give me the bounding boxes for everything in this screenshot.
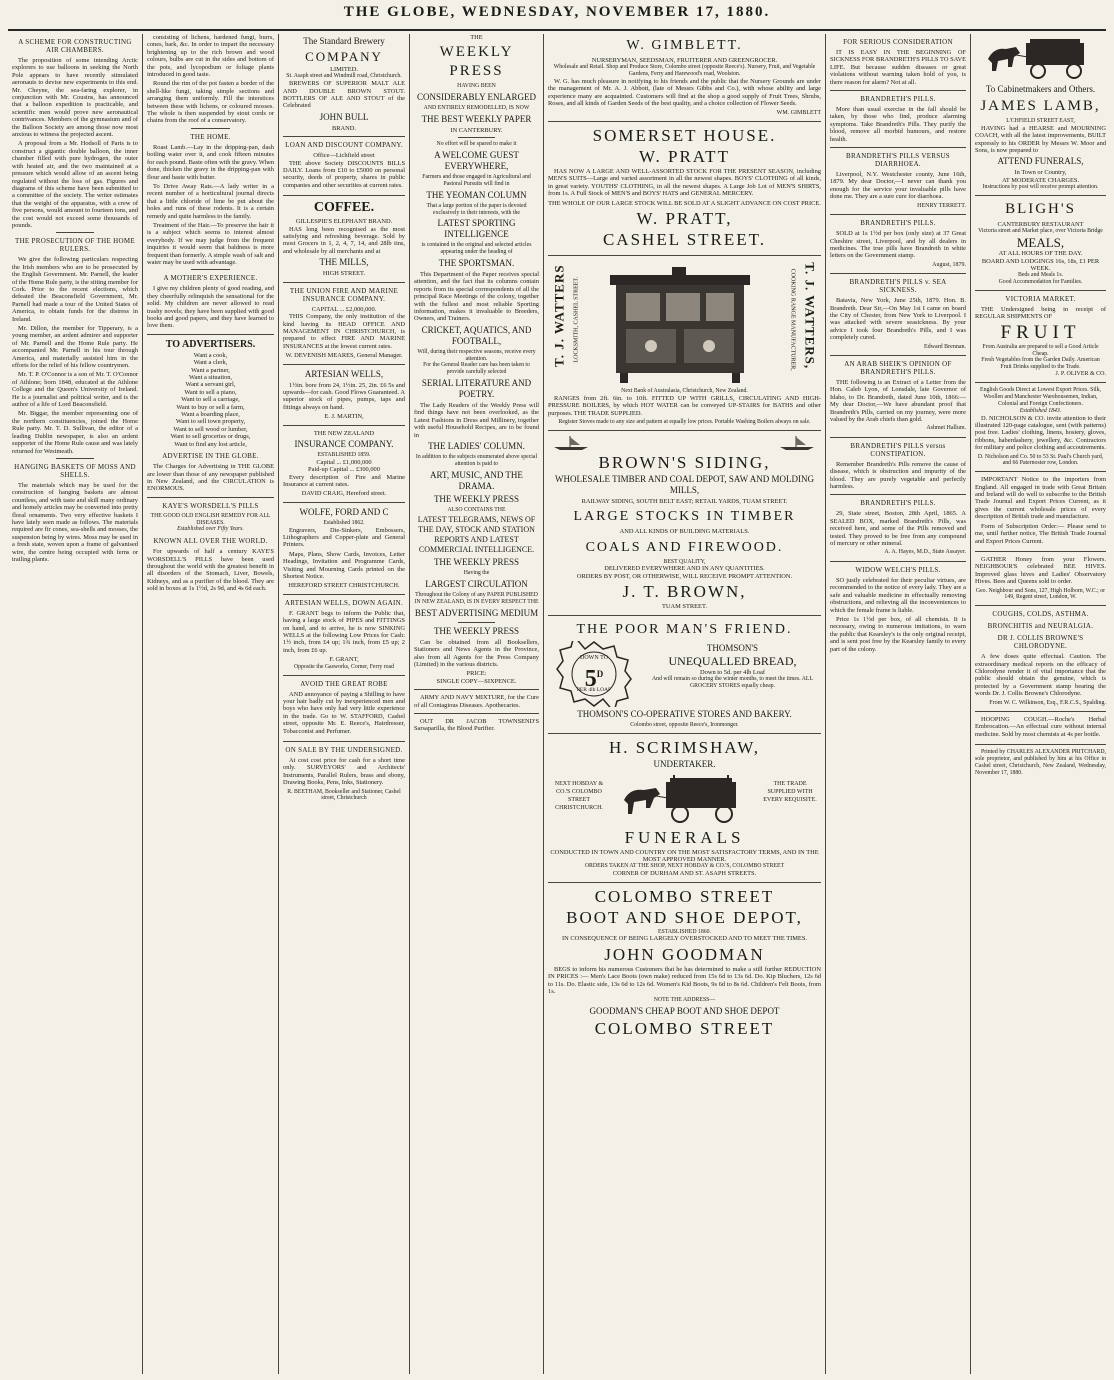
bee-hives-ad xyxy=(975,556,1106,606)
ad-signature: DAVID CRAIG, Hereford street. xyxy=(301,490,387,498)
ad-signature: Edward Brennan. xyxy=(924,343,966,350)
weekly-press-line: IN CANTERBURY. xyxy=(450,127,503,134)
ad-body: RANGES from 2ft. 6in. to 10ft. FITTED UP WITH GRILLS, CIRCULATING AND HIGH-PRESSURE BOILERS, by which HOT WATER can be conveyed UP-STAIRS for BATHS and other purposes. THE TRADE SUPPLIED. xyxy=(548,394,821,417)
ad-heading: The Standard Brewery xyxy=(303,36,385,46)
ad-signature: R. BEETHAM, Bookseller and Stationer, Cashel street, Christchurch xyxy=(287,788,401,802)
ad-body: More than usual exercise in the fall should be taken, by those who find, produce alarming symptoms. Take Brandreth's Pills. They purify the blood, remove all morbid humours, and restore health. xyxy=(830,106,966,143)
ad-title: LARGE STOCKS IN TIMBER xyxy=(573,509,796,525)
ad-title: COMPANY xyxy=(305,49,383,64)
ad-heading: BRANDRETH'S PILLS v. SEA SICKNESS. xyxy=(849,278,947,295)
ad-heading: WIDOW WELCH'S PILLS. xyxy=(855,565,941,574)
divider xyxy=(830,561,966,562)
divider xyxy=(414,689,539,690)
ad-heading: ARTESIAN WELLS, DOWN AGAIN. xyxy=(284,598,404,607)
browns-siding-ad xyxy=(548,435,821,616)
ad-subheading: NURSERYMAN, SEEDSMAN, FRUITERER AND GREENGROCER. xyxy=(591,57,778,64)
goodman-ad xyxy=(548,887,821,1039)
ad-capital: Paid-up Capital ... £300,000 xyxy=(308,466,380,474)
ad-heading: LOAN AND DISCOUNT COMPANY. xyxy=(285,141,403,150)
ad-subheading: English Goods Direct at Lowest Export Prices. Silk, Woollen and Manchester Warehousemen, Indian, Colonial and Foreign Confectioners. xyxy=(980,387,1101,408)
ad-body: THE following is an Extract of a Letter from the Hon. Caleb Lyon, of Lonsdale, late Governor of Idaho, to Dr. Brandreth, dated June 10th, 1866:— My dear Doctor,—We have abundant proof that Brandreth's Pills, carried on my journey, were more valued by the Arab chiefs than gold. xyxy=(830,378,966,423)
weekly-press-line: A WELCOME GUEST EVERYWHERE, xyxy=(434,150,519,172)
hairdresser-ad xyxy=(283,680,405,742)
ad-body: Price 1s 1½d per box, of all chemists. It is necessary, owing to numerous imitations, to warn the public that Kearsley's is the only original receipt, and is sent post free by the Kearsley family to every part of the colony. xyxy=(830,615,966,653)
divider xyxy=(830,494,966,495)
advertise-line: ADVERTISE IN THE GLOBE. xyxy=(162,452,259,461)
article-paragraph: The proposition of some intending Arctic explorers to use balloons in seeking the North Pole appears to have recently stimulated aeronauts to devise new experiments to this end. Mr. Cheyne, the sea-faring explorer, in conjunction with Mr. Cousins, has announced that a balloon expedition is practicable, and scientific men would prove new aeronautical contrivances. Members of the gymnasium and of the Balloon Society are among those now most anxious to witness the projected ascent. xyxy=(12,57,138,139)
ad-heading: COUGHS, COLDS, ASTHMA. xyxy=(992,610,1089,619)
ad-body: THE Undersigned being in receipt of REGULAR SHIPMENTS OF xyxy=(975,306,1106,321)
ad-title: INSURANCE COMPANY. xyxy=(294,438,394,449)
ad-signature: A. A. Hayes, M.D., State Assayer. xyxy=(884,549,966,556)
article-heading: A SCHEME FOR CONSTRUCTING AIR CHAMBERS. xyxy=(18,38,132,54)
ad-heading: AVOID THE GREAT ROBE xyxy=(300,679,388,688)
weekly-press-line: Throughout the Colony of any PAPER PUBLISHED IN NEW ZEALAND, IS IN EVERY RESPECT THE xyxy=(414,592,539,606)
article-paragraph: A proposal from a Mr. Hodsoll of Paris is to construct a gigantic double balloon, the inner chamber filled with pure hydrogen, the outer with heated air, and the two maintained at a pressure which would allow of an ascent being regulated without the loss of gas. Figures and diagrams of this scheme have been submitted to a committee of the society. The writer estimates that the weight of the apparatus, with a crew of five persons, would amount to fourteen tons, and the cost would not exceed some thousands of pounds. xyxy=(12,140,138,229)
ad-title: FRUIT xyxy=(1000,321,1081,343)
ad-title: JOHN BULL xyxy=(319,111,369,122)
ad-title: FUNERALS xyxy=(624,827,745,847)
article-paragraph: Mr. T. P. O'Connor is a son of Mr. T. O'Connor of Athlone; born 1848, educated at the Athlone College and the Queen's University of Ireland. He is a journalist and political writer, and is the author of a life of Lord Beaconsfield. xyxy=(12,371,138,409)
article-heading: THE PROSECUTION OF THE HOME RULERS. xyxy=(15,237,135,254)
weekly-press-line: THE WEEKLY PRESS xyxy=(433,493,520,504)
want-item: Want a situation, xyxy=(189,374,232,382)
weekly-press-line: Can be obtained from all Booksellers, Stationers and News Agents in the Province, also from all Agents for the Press Company (Limited) in the various districts. xyxy=(414,638,539,669)
weekly-press-line: ART, MUSIC, AND THE DRAMA. xyxy=(430,469,523,491)
ad-address: L'CHFIELD STREET EAST, xyxy=(1006,118,1075,124)
article-heading: THE HOME. xyxy=(190,132,231,141)
article-paragraph: To Drive Away Rats.—A lady writer in a recent number of a horticultural journal directs that a little chloride of lime be put about the holes and runs of these rodents. It is a certain remedy and quite harmless to the family. xyxy=(147,182,274,220)
weekly-press-line: THE LADIES' COLUMN. xyxy=(428,441,525,452)
divider xyxy=(191,128,229,129)
divider xyxy=(830,214,966,215)
ad-body: Maps, Plans, Show Cards, Invoices, Letter Headings, Invitation and Programme Cards, Visiting and Mourning Cards printed on the Shortest Notice. xyxy=(283,550,405,581)
wolfe-ford-ad xyxy=(283,507,405,595)
divider xyxy=(830,147,966,148)
stamp-price: $5^D$ xyxy=(584,665,604,692)
instruments-ad xyxy=(283,746,405,802)
ad-title: W. PRATT, xyxy=(636,209,733,229)
weekly-press-line: LATEST TELEGRAMS, NEWS OF THE DAY, STOCK AND STATION REPORTS AND LATEST COMMERCIAL INTELLIGENCE. xyxy=(417,515,536,555)
ad-title: H. SCRIMSHAW, xyxy=(608,737,761,757)
divider xyxy=(458,622,496,623)
ad-body: Engravers, Die-Sinkers, Embossers, Lithographers and Copper-plate and General Printers. xyxy=(283,526,405,549)
ad-subheading: LIMITED. xyxy=(330,66,358,73)
ad-signature: From W. C. Wilkinson, Esq., F.R.C.S., Spalding. xyxy=(989,699,1106,706)
ad-title: SOMERSET HOUSE. xyxy=(592,126,777,146)
weekly-press-line: Having the xyxy=(463,570,490,577)
ad-body: IMPORTANT Notice to the importers from England. All engaged in trade with Great Britain and Ireland will do well to subscribe to the British Trade Journal and Export Prices Current, as it gives the current wholesale prices of every description of British trade and manufacture. xyxy=(975,476,1106,521)
chlorodyne-ad xyxy=(975,610,1106,712)
want-item: Want to sell town property, xyxy=(175,418,246,426)
hearse-illustration xyxy=(620,774,750,824)
ad-signature: WM. GIMBLETT xyxy=(776,109,821,116)
ad-capital: Capital ... £1,000,000 xyxy=(316,458,372,466)
ad-subheading: Fresh Vegetables from the Garden Daily. American Fruit Drinks supplied to the Trade. xyxy=(981,357,1100,371)
ad-heading: ON SALE BY THE UNDERSIGNED. xyxy=(285,745,403,754)
ad-body: OUT DR JACOB TOWNSEND'S Sarsaparilla, the Blood Purifier. xyxy=(414,718,539,733)
ad-signature: HENRY TERRETT. xyxy=(917,202,966,209)
ad-title: THOMSON'S CO-OPERATIVE STORES AND BAKERY. xyxy=(577,708,792,719)
ad-capital: CAPITAL ... £2,000,000. xyxy=(311,305,377,313)
weekly-press-title: WEEKLY PRESS xyxy=(439,44,514,80)
ad-subheading: GILLESPIE'S ELEPHANT BRAND. xyxy=(295,218,393,226)
ad-title: THE MILLS, xyxy=(319,257,369,268)
ad-heading: BRANDRETH'S PILLS VERSUS DIARRHOEA. xyxy=(845,152,951,169)
coffee-ad xyxy=(283,200,405,282)
column-7 xyxy=(971,34,1110,1374)
divider xyxy=(56,232,94,233)
ad-body: 29, State street, Boston, 28th April, 1865. A SEALED BOX, marked Brandreth's Pills, was received here, and some of the Pills removed and tested. They proved to be free from any compound of mercury or other mineral. xyxy=(830,510,966,548)
watters-ad xyxy=(548,260,821,431)
ad-title: MEALS, xyxy=(1016,235,1065,251)
ad-note: THE TRADE SUPPLIED WITH EVERY REQUISITE. xyxy=(763,780,817,803)
blighs-ad xyxy=(975,200,1106,291)
article-paragraph: Mr. Dillon, the member for Tipperary, is a young member, an ardent admirer and supporter of Mr. Parnell and the Home Rule party. He accompanied Mr. Parnell in his tour through America, and materially assisted him in the efforts for the relief of his fellow countrymen. xyxy=(12,325,138,370)
ad-title: JOHN GOODMAN xyxy=(604,944,765,964)
weekly-press-line: This Department of the Paper receives special attention, and the fact that its columns contain reports from its special correspondents of all the principal Race Meetings of the colony, together with the fullest and most reliable Sporting information, makes it invaluable to Breeders, Owners, and Trainers. xyxy=(414,270,539,323)
divider xyxy=(830,90,966,91)
ad-signature: F. GRANT, xyxy=(329,656,359,664)
ad-title: COLOMBO STREET xyxy=(594,1019,775,1039)
ad-body: W. G. has much pleasure in notifying to his friends and the public that the Nursery Grounds are under the management of Mr. A. J. Abbott, (late of Messrs Gibbs and Co.), with whose ability and large experience many are acquainted. Customers will find at the shop a good supply of Fruit Trees, Shrubs, Roses, and all kinds of Garden Seeds of the best quality, and a choice collection of Flower Seeds. xyxy=(548,78,821,108)
nz-insurance-ad xyxy=(283,430,405,503)
ad-subheading: ORDERS BY POST, OR OTHERWISE, WILL RECEIVE PROMPT ATTENTION. xyxy=(576,572,793,580)
ad-title: JAMES LAMB, xyxy=(980,98,1101,114)
ad-note: Instructions by post will receive prompt attention. xyxy=(982,184,1099,191)
ad-heading: BRANDRETH'S PILLS versus CONSTIPATION. xyxy=(850,441,946,458)
weekly-press-line: THE WEEKLY PRESS xyxy=(433,557,520,568)
ad-address: Victoria street and Market place, over Victoria Bridge xyxy=(978,228,1103,235)
weekly-press-line: SINGLE COPY—SIXPENCE. xyxy=(436,677,517,685)
article-paragraph: Roast Lamb.—Lay in the dripping-pan, dash boiling water over it, and cook fifteen minutes for each pound. Baste often with the gravy. When done, thicken the gravy in the dripping-pan with flour and baste with butter. xyxy=(147,143,274,181)
vertical-title xyxy=(548,260,570,388)
article-paragraph: I give my children plenty of good reading, and they cheerfully relinquish the sensational for the solid. My children are never allowed to read trashy novels; they have been supplied with good books and good papers, and they have learned to love them. xyxy=(147,285,274,330)
ad-body: And will remain so during the winter months, to meet the times. ALL GROCERY STORES equally cheap. xyxy=(652,676,813,689)
printer-imprint xyxy=(975,749,1106,776)
ad-address: St. Asaph street and Windmill road, Christchurch. xyxy=(286,73,402,80)
ad-address: D. Nicholson and Co. 50 to 53 St. Paul's Church yard, and 66 Paternoster row, London. xyxy=(977,453,1104,467)
ad-heading: BRANDRETH'S PILLS. xyxy=(860,499,936,508)
victoria-market-ad xyxy=(975,295,1106,383)
ad-body: HAS long been recognised as the most satisfying and refreshing beverage. Sold by most Grocers in 1, 2, 4, 7, 14, and 28lb tins, and wholesale by all merchants and at xyxy=(283,225,405,255)
ad-title: J. T. BROWN, xyxy=(622,582,747,602)
ad-subheading: From Australia are prepared to sell a Good Article Cheap. xyxy=(982,343,1099,357)
stamp-bottom-text: PER 4lb LOAF xyxy=(576,686,612,693)
ad-body: Remember Brandreth's Pills remove the cause of disease, which is obstruction and impurity of the blood. They are purely vegetable and perfectly harmless. xyxy=(830,460,966,491)
ad-subheading: HIGH STREET. xyxy=(322,270,366,278)
ad-body: F. GRANT begs to inform the Public that, having a large stock of PIPES and FITTINGS on hand, and to arrive, he is now SINKING WELLS at the following Low Prices for Cash: 1½ inch, from £4 up; 1¾ inch, from £5 up; 2 inch, from £6 up. xyxy=(283,609,405,654)
ad-subheading: BEST QUALITY, xyxy=(663,558,706,565)
ad-heading: AN ARAB SHEIK'S OPINION OF BRANDRETH'S PILLS. xyxy=(844,359,952,376)
divider xyxy=(830,355,966,356)
ad-subheading: COOKING RANGE MANUFACTURER, xyxy=(789,268,796,371)
ad-title: T. J. WATTERS, xyxy=(802,262,818,370)
column-3 xyxy=(279,34,410,1374)
ad-established: Established 1843. xyxy=(1019,407,1062,414)
thomsons-bread-ad xyxy=(548,620,821,734)
weekly-press-line: The Lady Readers of the Weekly Press will find things have not been overlooked, as the Latest Fashions in Dress and Millinery, together with useful Household Recipes, are to be found in xyxy=(414,402,539,439)
ad-title: T. J. WATTERS xyxy=(551,264,567,368)
ad-subheading: THE WHOLE OF OUR LARGE STOCK WILL BE SOLD AT A SLIGHT ADVANCE ON COST PRICE. xyxy=(548,199,821,207)
ad-heading: DR J. COLLIS BROWNE'S CHLORODYNE. xyxy=(997,634,1084,651)
ad-subheading: LOCKSMITH, CASHEL STREET. xyxy=(573,276,580,363)
ad-signature: August, 1879. xyxy=(932,261,966,268)
ad-body: HAS NOW A LARGE AND WELL-ASSORTED STOCK FOR THE PRESENT SEASON, including MEN'S SUITS—Large and varied assortment in all the newest shapes. BOYS' CLOTHING of all kinds, in great variety. YOUTHS' CLOTHING, in all the newest shapes. A Large Job Lot of MEN'S SHIRTS, from 1s. A Full Stock of MEN'S and BOYS' HATS and GENERAL MERCERY. xyxy=(548,168,821,198)
weekly-press-line: LARGEST CIRCULATION xyxy=(425,579,528,590)
ad-heading: VICTORIA MARKET. xyxy=(1005,295,1076,304)
ad-address: CORNER OF DURHAM AND ST. ASAPH STREETS. xyxy=(612,870,757,878)
cooking-range-illustration xyxy=(606,267,756,387)
weekly-press-line: THE WEEKLY PRESS xyxy=(433,625,520,636)
artesian-grant-ad xyxy=(283,599,405,676)
article-paragraph: We give the following particulars respecting the Irish members who are to be prosecuted by the English Government. Mr. Parnell, the leader of the Home Rule party, is the sitting member for Cork. Prior to the recent elections, which defeated the Beaconsfield Government, Mr. Parnell had made a tour of the United States of America, to obtain funds for the distress in Ireland. xyxy=(12,256,138,323)
ad-subheading: In Town or Country, xyxy=(1014,169,1067,177)
ad-subheading: UNDERTAKER. xyxy=(653,758,716,769)
ad-title: BLIGH'S xyxy=(1005,201,1076,218)
article-paragraph: consisting of lichens, hardened fungi, burrs, cones, bark, &c. In order to impart the necessary brightening up to the rich brown and wood colours, bulbs are cut in the sides and bottom of the pots, and lycopodium or foliage plants introduced in good taste. xyxy=(147,34,274,79)
ad-heading: THE UNION FIRE AND MARINE INSURANCE COMPANY. xyxy=(289,286,399,303)
want-item: Want to sell a piano, xyxy=(184,388,237,396)
ad-subheading: To Cabinetmakers and Others. xyxy=(985,84,1096,94)
ad-body: A few doses quite effectual. Caution. The extraordinary medical reports on the efficacy of Chlorodyne render it of vital importance that the public should obtain the genuine, which is protected by a Government stamp bearing the words Dr. J. Collis Browne's Chlorodyne. xyxy=(975,653,1106,698)
ad-body: SOLD at 1s 1½d per box (only size) at 37 Great Cheshire street, Liverpool, and by all dealers in medicines. The true pills have Brandreth in white letters on the Government stamp. xyxy=(830,230,966,260)
weekly-press-line: SERIAL LITERATURE AND POETRY. xyxy=(421,378,532,400)
article-paragraph: For upwards of half a century KAYE'S WORSDELL'S PILLS have been used throughout the world with the greatest benefit in all disorders of the Stomach, Liver, Bowels, Kidneys, and as a purifier of the blood. They are sold in boxes at 1s 1½d, 2s 9d, and 4s 6d each. xyxy=(147,548,274,593)
ad-address: Wholesale and Retail. Shop and Produce Store, Colombo street (opposite Reece's). Nursery, Fruit, and Vegetable Gardens, Ferry and Harewood's road, Woolston. xyxy=(553,64,816,78)
ad-title: W. GIMBLETT. xyxy=(626,38,743,53)
hearse-illustration xyxy=(986,37,1096,81)
ad-title: WOLFE, FORD AND C xyxy=(299,506,389,517)
weekly-press-line: CRICKET, AQUATICS, AND FOOTBALL, xyxy=(421,324,532,346)
ad-body: HOOPING COUGH.—Roche's Herbal Embrocation.—An effectual cure without internal medicine. Sold by most chemists at 4s per bottle. xyxy=(975,715,1106,738)
divider xyxy=(414,713,539,714)
ad-body: Liverpool, N.Y. Westchester county, June 16th, 1879. My dear Doctor,—I never can thank you enough for the service your invaluable pills have done me. They are a sure cure for diarrhoea. xyxy=(830,171,966,201)
ad-body: SO justly celebrated for their peculiar virtues, are recommended to the notice of every lady. They are a safe and valuable medicine in effectually removing obstructions, and relieving all the inconveniences to which the female frame is liable. xyxy=(830,576,966,614)
weekly-press-line: CONSIDERABLY ENLARGED xyxy=(416,92,536,103)
want-item: Want to find any lost article, xyxy=(174,440,247,448)
ad-title: THE POOR MAN'S FRIEND. xyxy=(576,621,793,637)
ad-body: Every description of Fire and Marine Insurance at current rates. xyxy=(283,473,405,488)
divider xyxy=(147,497,274,498)
ad-body: BREWERS OF SUPERIOR MALT ALE AND DOUBLE BROWN STOUT. BOTTLERS OF ALE AND STOUT of the Celebrated xyxy=(283,80,405,110)
divider xyxy=(830,273,966,274)
column-6 xyxy=(826,34,971,1374)
weekly-press-line: Will, during their respective seasons, receive every attention. xyxy=(417,348,536,362)
want-item: Want to buy or sell a farm, xyxy=(176,403,245,411)
brewery-ad xyxy=(283,36,405,137)
gimblett-ad xyxy=(548,36,821,122)
weekly-press-line: is contained in the original and selected articles appearing under the heading of xyxy=(421,242,532,256)
ad-address: Opposite the Gasworks, Corner, Ferry road xyxy=(293,663,395,670)
ad-subheading: BRAND. xyxy=(332,124,356,132)
ad-note: Beds and Meals 1s. xyxy=(1017,272,1064,279)
trade-journal-ad xyxy=(975,476,1106,552)
ad-title: COFFEE. xyxy=(313,200,375,216)
ad-subheading: AT ALL HOURS OF THE DAY. xyxy=(998,250,1083,258)
ad-title: CASHEL STREET. xyxy=(602,230,767,250)
artesian-ad xyxy=(283,369,405,426)
want-item: Want to sell a carriage, xyxy=(181,396,240,404)
ad-subheading: IN CONSEQUENCE OF BEING LARGELY OVERSTOCKED AND TO MEET THE TIMES. xyxy=(562,935,807,943)
ad-heading: BRONCHITIS and NEURALGIA. xyxy=(987,622,1094,631)
column-1 xyxy=(8,34,143,1374)
somerset-house-ad xyxy=(548,126,821,256)
ad-body: AND annoyance of paying a Shilling to have your hair badly cut by inexperienced men and boys who have only had very little experience in the trade. Go to W. STAFFORD, Cashel street, opposite Mr. E. Reece's, Hairdresser, Tobacconist and Perfumer. xyxy=(283,690,405,735)
masthead: THE GLOBE, WEDNESDAY, NOVEMBER 17, 1880. xyxy=(343,4,771,20)
ad-body: THE above Society DISCOUNTS BILLS DAILY. Loans from £10 to £5000 on personal security, deeds of property, shares in public companies and other securities at current rates. xyxy=(283,159,405,189)
ad-body: 1½in. bore from 24, 1½in. 25, 2in. £6 5s and upwards—for cash. Good Flows Guaranteed. A superior stock of pipes, pumps, taps and fittings always on hand. xyxy=(283,381,405,411)
ad-subheading: AND ALL KINDS OF BUILDING MATERIALS. xyxy=(619,528,750,536)
weekly-press-line: THE YEOMAN COLUMN xyxy=(426,189,527,200)
want-item: Want a servant girl, xyxy=(185,381,236,389)
ad-address: Next Bank of Australasia, Christchurch, New Zealand. xyxy=(621,388,748,395)
article-paragraph: Mr. Biggar, the member representing one of the northern constituencies, joined the Home Rule party. Mr. T. D. Sullivan, the editor of a leading Dublin newspaper, is also an ardent supporter of the Home Rule cause and was lately returned for Westmeath. xyxy=(12,410,138,455)
ad-note: Good Accommodation for Families. xyxy=(998,279,1083,286)
ad-subheading: DELIVERED EVERYWHERE AND IN ANY QUANTITIES. xyxy=(604,565,765,573)
ad-body: HAVING had a HEARSE and MOURNING COACH, with all the latest improvements, BUILT expressly to his ORDER by Messrs W. Moor and Sons, is now prepared to xyxy=(975,124,1106,155)
stamp-top-text: DOWN TO xyxy=(580,654,608,661)
ad-heading: BRANDRETH'S PILLS. xyxy=(860,95,936,104)
article-paragraph: Treatment of the Hair.—To preserve the hair it is a subject which seems to interest almost everybody. If we may judge from the frequent inquiries it would seem that baldness is more frequent than formerly. A simple wash of salt and water may be used with advantage. xyxy=(147,221,274,266)
ad-signature: Ashmet Hallum. xyxy=(926,425,966,432)
article-heading: HANGING BASKETS OF MOSS AND SHELLS. xyxy=(14,462,136,479)
ad-address: Colombo street, opposite Reece's, Ironmonger. xyxy=(630,721,739,728)
want-item: Want a boarding place, xyxy=(181,411,240,419)
ad-title: THOMSON'S xyxy=(706,642,759,653)
ad-established: Established over Fifty Years. xyxy=(177,526,244,533)
want-item: Want a clerk, xyxy=(193,359,228,367)
ad-body: ORDERS TAKEN AT THE SHOP, NEXT HOBDAY & CO.'S, COLOMBO STREET xyxy=(584,863,785,870)
divider xyxy=(147,334,274,335)
ad-title: BOOT AND SHOE DEPOT, xyxy=(566,907,803,927)
weekly-press-line: HAVING BEEN xyxy=(457,83,496,90)
ad-address: NEXT HOBDAY & CO.'S COLOMBO STREET CHRISTCHURCH. xyxy=(554,780,604,811)
weekly-press-line: In addition to the subjects enumerated above special attention is paid to xyxy=(415,454,538,467)
ad-body: D. NICHOLSON & CO. invite attention to their illustrated 120-page catalogue, sent (with patterns) post free. Ladies' clothing, linens, hosiery, gloves, ribbons, haberdashery, jewellery, &c. Contractors for military and police clothing and accoutrements. xyxy=(975,414,1106,452)
weekly-press-line: Farmers and those engaged in Agricultural and Pastoral Pursuits will find in xyxy=(422,174,531,187)
ad-subheading: THE GOOD OLD ENGLISH REMEDY FOR ALL DISEASES. xyxy=(150,512,271,526)
ad-established: ESTABLISHED 1860. xyxy=(658,928,711,935)
ad-subheading: AT MODERATE CHARGES. xyxy=(1001,176,1080,184)
ad-address: TUAM STREET. xyxy=(662,603,707,611)
ad-body: IT IS EASY IN THE BEGINNING OF SICKNESS FOR BRANDRETH'S PILLS TO SAVE LIFE. But because sudden diseases or great violations without warning taken hold of you, is there reason for alarm? Not at all. xyxy=(830,49,966,86)
divider xyxy=(191,269,229,270)
ad-title: GOODMAN'S CHEAP BOOT AND SHOE DEPOT xyxy=(589,1006,780,1017)
ad-heading: FOR SERIOUS CONSIDERATION xyxy=(843,38,953,46)
column-5 xyxy=(544,34,826,1374)
ad-subheading: Down to 5d. per 4lb Loaf xyxy=(700,668,765,676)
column-4 xyxy=(410,34,544,1374)
ad-title: ARTESIAN WELLS, xyxy=(304,368,384,379)
ad-body: Batavia, New York, June 25th, 1879. Hon. B. Brandreth. Dear Sir,—On May 1st I came on board the City of Chester, from New York to Liverpool. I was attacked with severe seasickness. By your advice I took four Brandreth's Pills, and I was completely cured. xyxy=(830,297,966,342)
ad-title: COLOMBO STREET xyxy=(594,886,775,906)
ad-body: THIS Company, the only institution of the kind having its HEAD OFFICE AND MANAGEMENT IN CHRISTCHURCH, is prepared to effect FIRE AND MARINE INSURANCES at the lowest current rates. xyxy=(283,313,405,350)
ad-heading: KNOWN ALL OVER THE WORLD. xyxy=(153,537,268,546)
nicholson-ad xyxy=(975,387,1106,472)
ad-heading: KAYE'S WORSDELL'S PILLS xyxy=(162,501,259,510)
column-2 xyxy=(143,34,279,1374)
ad-body: GATHER Honey from your Flowers. NEIGHBOUR'S celebrated BEE HIVES. Improved glass hives and Ladies' Observatory Hives. Bees and Queens sold to order. xyxy=(975,555,1106,586)
ad-signature: J. P. OLIVER & CO. xyxy=(1055,371,1106,378)
weekly-press-line: ALSO CONTAINS THE xyxy=(447,506,506,513)
weekly-press-line: No effort will be spared to make it xyxy=(436,141,517,148)
union-insurance-ad xyxy=(283,287,405,365)
ad-subheading: CONDUCTED IN TOWN AND COUNTRY ON THE MOST SATISFACTORY TERMS, AND IN THE MOST APPROVED MANNER. xyxy=(550,848,819,863)
ad-address: HEREFORD STREET CHRISTCHURCH. xyxy=(288,582,400,590)
article-paragraph: The Charges for Advertising in THE GLOBE are lower than those of any newspaper published in New Zealand, and the CIRCULATION is ENORMOUS. xyxy=(147,463,274,493)
ad-established: Established 1862. xyxy=(323,519,365,526)
ad-note: NOTE THE ADDRESS— xyxy=(653,997,716,1004)
want-item: Want a cook, xyxy=(193,351,228,359)
ad-title: ATTEND FUNERALS, xyxy=(997,156,1084,167)
ad-note: Register Stoves made to any size and pattern at equally low prices. Portable Washing Boilers always on sale. xyxy=(558,419,811,426)
ad-subheading: WHOLESALE TIMBER AND COAL DEPOT, SAW AND MOLDING MILLS, xyxy=(555,473,814,495)
ad-body: Form of Subscription Order:— Please send to me, until further notice, The British Trade Journal and Export Prices Current. xyxy=(975,522,1106,545)
weekly-press-line: For the General Reader care has been taken to provide carefully selected xyxy=(423,362,530,376)
weekly-press-line: THE SPORTSMAN. xyxy=(438,257,515,268)
weekly-press-line: AND ENTIRELY REMODELLED, IS NOW xyxy=(423,105,530,112)
want-item: Want to sell groceries or drugs, xyxy=(170,433,251,441)
weekly-press-line: THE BEST WEEKLY PAPER xyxy=(421,114,532,124)
ad-signature: W. DEVENISH MEARES, General Manager. xyxy=(285,352,403,360)
ad-body: ARMY AND NAVY MIXTURE, for the Cure of all Contagious Diseases. Apothecaries. xyxy=(414,694,539,709)
hooping-cough-ad xyxy=(975,716,1106,745)
ad-address: Geo. Neighbour and Sons, 127, High Holborn, W.C.; or 149, Regent street, London, W. xyxy=(975,587,1106,601)
ad-established: ESTABLISHED 1859. xyxy=(317,451,371,458)
divider xyxy=(830,437,966,438)
want-item: Want a partner, xyxy=(191,366,230,374)
weekly-press-line: That a large portion of the paper is devoted exclusively to their interests, with the xyxy=(426,202,527,216)
ad-title: COALS AND FIREWOOD. xyxy=(585,539,784,555)
scrimshaw-ad xyxy=(548,738,821,883)
ad-signature: E. J. MARTIN, xyxy=(324,413,364,421)
weekly-press-line: PRICE: xyxy=(466,670,487,678)
ad-body: BEGS to inform his numerous Customers that he has determined to make a still further REDUCTION IN PRICES :— Men's Lace Boots (own make) reduced from 15s 6d to 13s 6d. Do. Kip Bluchers, 12s 6d to 11s. Do. Elastic side, 13s 6d to 12s 6d. Women's Kid Boots, 9s 6d to 8s 6d. Children's Felt Boots, from 1s. xyxy=(548,965,821,995)
weekly-press-line: BEST ADVERTISING MEDIUM xyxy=(414,607,539,618)
divider xyxy=(458,137,496,138)
ad-body: At cost cost price for cash for a short time only. SURVEYORS' and Architects' Instruments, Parallel Rulers, brass and ebony, Drawing Books, Pens, Inks, Stationery. xyxy=(283,756,405,787)
ad-title: W. PRATT xyxy=(639,147,730,167)
article-paragraph: Round the rim of the pot fasten a border of the shell-like fungi, taking simple sections and arranging them uniformly. Fill the interstices between these with lichens, or coloured mosses. The whole is then suspended by stout cords or chains from the roof of a conservatory. xyxy=(147,80,274,125)
ships-illustration xyxy=(548,435,820,451)
want-list xyxy=(147,352,274,448)
ad-subheading: RAILWAY SIDING, SOUTH BELT EAST; RETAIL YARDS, TUAM STREET. xyxy=(581,497,788,505)
ad-subheading: BOARD AND LODGINGS 16s, 18s, £1 PER WEEK. xyxy=(981,257,1100,273)
ad-title: BROWN'S SIDING, xyxy=(598,452,771,472)
want-item: Want to sell wood or lumber, xyxy=(173,425,248,433)
masthead-rule xyxy=(8,29,1106,31)
ad-subheading: Office—Lichfield street xyxy=(313,152,375,160)
imprint-text: Printed by CHARLES ALEXANDER PRITCHARD, sole proprietor, and published by him at his Office in Cashel street, Christchurch, New Zealand, Wednesday, November 17, 1880. xyxy=(975,749,1106,776)
ad-subheading: CANTERBURY RESTAURANT xyxy=(997,221,1084,229)
article-heading: A MOTHER'S EXPERIENCE. xyxy=(163,274,258,283)
article-paragraph: The materials which may be used for the construction of hanging baskets are almost countless, and with taste and skill many ordinary and homely articles may be converted into pretty floral ornaments. Two very effective baskets I have lately seen made as follows. The materials required are fir cones, sea-shells and mosses, the suspension being by wires. Moss may be used in a fresh state, woven upon a frame of galvanised wire, the centre being occupied with ferns or trailing plants. xyxy=(12,481,138,563)
weekly-press-line: LATEST SPORTING INTELLIGENCE xyxy=(437,218,516,240)
advertisers-heading: TO ADVERTISERS. xyxy=(165,338,256,350)
ad-title: UNEQUALLED BREAD, xyxy=(668,653,797,668)
ad-subheading: THE NEW ZEALAND xyxy=(313,429,375,437)
divider xyxy=(56,458,94,459)
loan-ad xyxy=(283,141,405,196)
weekly-press-the: THE xyxy=(470,34,483,41)
ad-heading: BRANDRETH'S PILLS. xyxy=(860,219,936,228)
lamb-ad xyxy=(975,37,1106,196)
